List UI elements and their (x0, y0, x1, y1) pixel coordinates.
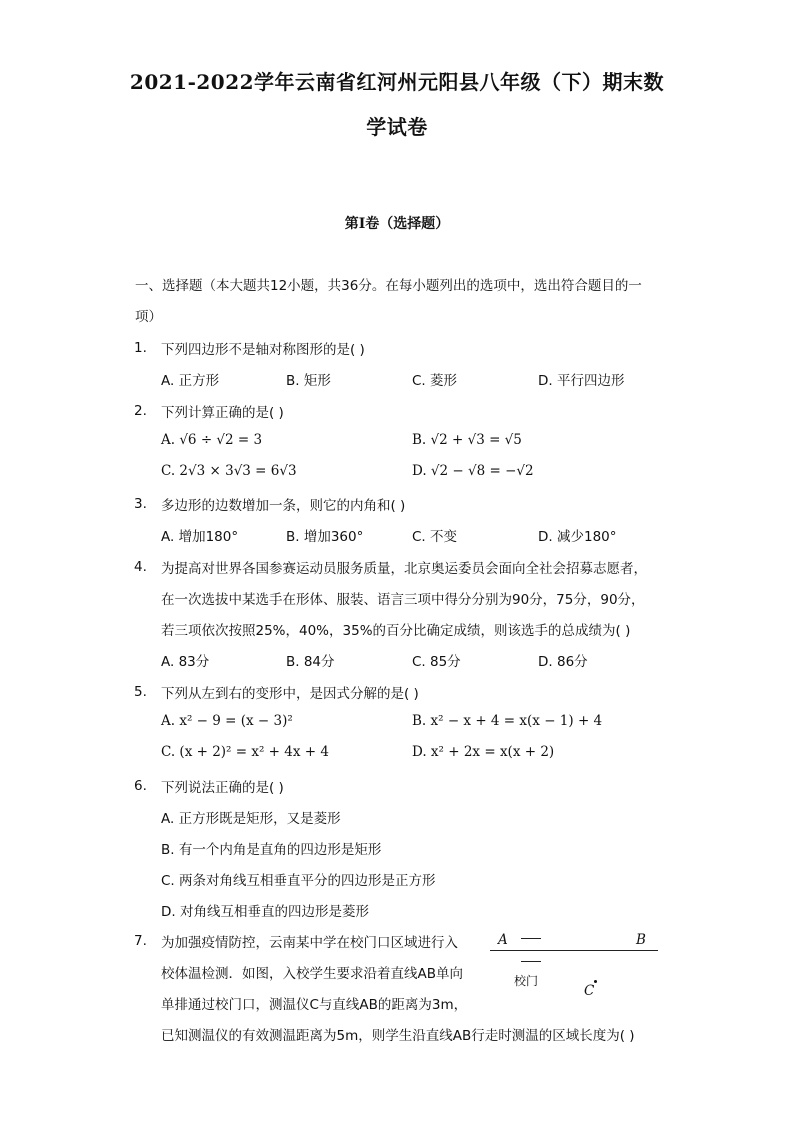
line-ab (490, 950, 658, 951)
gate-bottom-mark (521, 961, 541, 962)
option-d: D. 减少180° (538, 529, 617, 545)
option-b: B. 矩形 (286, 373, 331, 389)
question-stem-line2: 校体温检测．如图，入校学生要求沿着直线AB单向 (161, 966, 463, 982)
option-a: A. 正方形 (161, 373, 220, 389)
question-number: 7. (134, 933, 147, 949)
question-stem-line2: 在一次选拔中某选手在形体、服装、语言三项中得分分别为90分，75分，90分， (161, 592, 645, 608)
option-b: B. √2 + √3 = √5 (412, 432, 522, 448)
option-b: B. x² − x + 4 = x(x − 1) + 4 (412, 713, 603, 729)
question-number: 2. (134, 403, 147, 419)
gate-top-mark (521, 938, 541, 939)
option-c: C. 不变 (412, 529, 458, 545)
question-stem-line3: 若三项依次按照25%，40%，35%的百分比确定成绩，则该选手的总成绩为( ) (161, 623, 631, 639)
option-a: A. √6 ÷ √2 = 3 (161, 432, 263, 448)
section-heading-line1: 一、选择题（本大题共12小题，共36分。在每小题列出的选项中，选出符合题目的一 (135, 278, 642, 294)
question-number: 3. (134, 496, 147, 512)
document-title-line1: 2021-2022学年云南省红河州元阳县八年级（下）期末数 (129, 70, 665, 94)
option-b: B. 84分 (286, 654, 335, 670)
question-stem: 下列从左到右的变形中，是因式分解的是( ) (161, 686, 419, 702)
point-c-dot (594, 980, 597, 983)
question-stem-line3: 单排通过校门口，测温仪C与直线AB的距离为3m， (161, 997, 468, 1013)
question-stem-line1: 为提高对世界各国参赛运动员服务质量，北京奥运委员会面向全社会招募志愿者， (161, 561, 647, 577)
point-a-label: A (498, 932, 508, 948)
question-stem: 下列计算正确的是( ) (161, 405, 284, 421)
option-d: D. 对角线互相垂直的四边形是菱形 (161, 904, 369, 920)
point-c-label: C (584, 983, 595, 999)
option-a: A. 增加180° (161, 529, 239, 545)
section-heading-line2: 项） (135, 309, 162, 325)
part-heading: 第I卷（选择题） (344, 216, 450, 232)
option-c: C. 85分 (412, 654, 461, 670)
question-number: 4. (134, 559, 147, 575)
option-c: C. 菱形 (412, 373, 458, 389)
option-d: D. 86分 (538, 654, 588, 670)
option-a: A. 正方形既是矩形，又是菱形 (161, 811, 341, 827)
gate-diagram (490, 928, 660, 998)
question-stem: 下列四边形不是轴对称图形的是( ) (161, 342, 365, 358)
question-stem-line1: 为加强疫情防控，云南某中学在校门口区域进行入 (161, 935, 458, 951)
question-stem: 下列说法正确的是( ) (161, 780, 284, 796)
question-stem: 多边形的边数增加一条，则它的内角和( ) (161, 498, 406, 514)
option-d: D. √2 − √8 = −√2 (412, 463, 534, 479)
option-b: B. 有一个内角是直角的四边形是矩形 (161, 842, 382, 858)
option-c: C. 2√3 × 3√3 = 6√3 (161, 463, 297, 479)
option-d: D. x² + 2x = x(x + 2) (412, 744, 555, 760)
option-c: C. (x + 2)² = x² + 4x + 4 (161, 744, 329, 760)
option-b: B. 增加360° (286, 529, 364, 545)
option-d: D. 平行四边形 (538, 373, 625, 389)
question-number: 1. (134, 340, 147, 356)
option-a: A. x² − 9 = (x − 3)² (161, 713, 293, 729)
point-b-label: B (636, 932, 646, 948)
option-c: C. 两条对角线互相垂直平分的四边形是正方形 (161, 873, 436, 889)
option-a: A. 83分 (161, 654, 210, 670)
document-title-line2: 学试卷 (366, 115, 428, 139)
question-number: 5. (134, 684, 147, 700)
question-number: 6. (134, 778, 147, 794)
question-stem-line4: 已知测温仪的有效测温距离为5m，则学生沿直线AB行走时测温的区域长度为( ) (161, 1028, 635, 1044)
gate-label: 校门 (514, 974, 539, 988)
